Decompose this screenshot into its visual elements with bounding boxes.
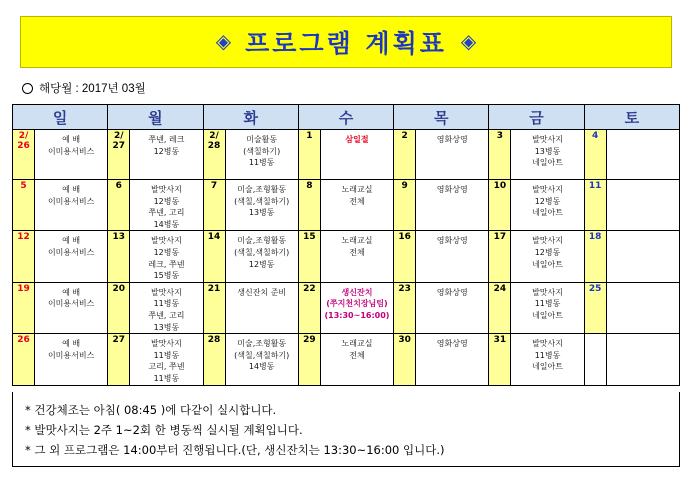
calendar-day-cell xyxy=(298,130,393,180)
calendar-week-row xyxy=(13,130,680,180)
diamond-left-icon: ◈ xyxy=(215,31,232,53)
day-number: 5 xyxy=(13,180,35,230)
calendar-day-cell xyxy=(203,334,298,385)
day-number: 24 xyxy=(489,283,511,333)
day-events: 영화상영 xyxy=(436,287,468,297)
day-events: 미술,조형활동 (색칠,색칠하기) 12병동 xyxy=(234,236,290,269)
weekday-header-fri: 금 xyxy=(489,105,584,130)
day-cell-wrap xyxy=(204,231,298,281)
weekday-header-wed: 수 xyxy=(298,105,393,130)
day-events: 영화상영 xyxy=(436,185,468,194)
calendar-day-cell xyxy=(394,231,489,282)
day-cell-wrap xyxy=(394,180,488,230)
day-events: 예 배 이미용서비스 xyxy=(47,135,95,156)
day-cell-wrap xyxy=(299,334,393,384)
day-events xyxy=(607,231,679,281)
day-number: 7 xyxy=(204,180,226,230)
weekday-header-sat: 토 xyxy=(584,105,679,130)
day-number: 4 xyxy=(585,130,607,179)
month-label-row xyxy=(22,80,680,96)
day-events xyxy=(607,283,679,333)
day-number: 22 xyxy=(299,283,321,333)
day-cell-wrap xyxy=(13,231,107,281)
day-events: 발맛사지 11병동 네일아트 xyxy=(532,287,563,320)
day-cell-wrap xyxy=(108,130,202,179)
day-number: 30 xyxy=(394,334,416,384)
day-number: 18 xyxy=(585,231,607,281)
day-events: 발맛사지 11병동 네일아트 xyxy=(532,339,563,372)
day-number: 25 xyxy=(585,283,607,333)
diamond-right-icon: ◈ xyxy=(460,31,477,53)
day-events: 영화상영 xyxy=(436,339,468,349)
calendar-day-cell xyxy=(394,282,489,333)
day-number: 23 xyxy=(394,283,416,333)
calendar-day-cell xyxy=(489,130,584,180)
day-events xyxy=(607,180,679,230)
calendar-day-cell xyxy=(203,282,298,333)
calendar-day-cell xyxy=(13,180,108,231)
day-number: 10 xyxy=(489,180,511,230)
calendar-day-cell xyxy=(108,231,203,282)
day-cell-wrap xyxy=(585,130,679,179)
day-cell-wrap xyxy=(299,180,393,230)
day-events: 생신잔치 준비 xyxy=(237,287,287,297)
day-number: 20 xyxy=(108,283,130,333)
calendar-day-cell xyxy=(298,334,393,385)
day-number: 1 xyxy=(299,130,321,179)
day-cell-wrap xyxy=(489,283,583,333)
day-events: 발맛사지 12병동 네일아트 xyxy=(532,185,563,218)
calendar-day-cell xyxy=(13,334,108,385)
calendar-day-cell xyxy=(584,180,679,231)
day-cell-wrap xyxy=(108,334,202,384)
calendar-week-row xyxy=(13,180,680,231)
calendar-day-cell xyxy=(584,282,679,333)
calendar-day-cell xyxy=(584,334,679,385)
day-events: 발맛사지 11병동 고리, 쭈넨 11병동 xyxy=(148,339,185,383)
day-cell-wrap xyxy=(299,283,393,333)
day-cell-wrap xyxy=(585,180,679,230)
note-line-2: * 발맛사지는 2주 1~2회 한 병동씩 실시될 계획입니다. xyxy=(25,422,303,437)
day-number: 27 xyxy=(108,334,130,384)
weekday-header-row xyxy=(13,105,680,130)
day-number: 8 xyxy=(299,180,321,230)
day-events xyxy=(607,130,679,179)
calendar-day-cell xyxy=(394,130,489,180)
day-number: 16 xyxy=(394,231,416,281)
day-number: 17 xyxy=(489,231,511,281)
weekday-header-sun: 일 xyxy=(13,105,108,130)
calendar-day-cell xyxy=(203,231,298,282)
calendar-day-cell xyxy=(13,130,108,180)
day-cell-wrap xyxy=(204,180,298,230)
day-events: 미술활동 (색칠하기) 11병동 xyxy=(243,135,281,168)
day-events: 발맛사지 12병동 쭈넨, 고리 14병동 xyxy=(148,185,185,229)
day-cell-wrap xyxy=(13,180,107,230)
day-number: 13 xyxy=(108,231,130,281)
bullet-circle-icon xyxy=(22,83,33,94)
day-cell-wrap xyxy=(489,180,583,230)
day-cell-wrap xyxy=(108,283,202,333)
day-cell-wrap xyxy=(108,231,202,281)
day-number: 3 xyxy=(489,130,511,179)
day-number: 2/ 28 xyxy=(204,130,226,179)
day-number: 26 xyxy=(13,334,35,384)
calendar-day-cell xyxy=(394,334,489,385)
calendar-day-cell xyxy=(13,231,108,282)
day-events: 예 배 이미용서비스 xyxy=(47,339,95,360)
weekday-header-thu: 목 xyxy=(394,105,489,130)
day-number: 14 xyxy=(204,231,226,281)
day-events: 쭈넨, 레크 12병동 xyxy=(148,135,185,156)
day-events: 예 배 이미용서비스 xyxy=(47,236,95,257)
notes-box xyxy=(12,392,680,467)
day-cell-wrap xyxy=(489,130,583,179)
calendar-day-cell xyxy=(108,282,203,333)
day-number: 9 xyxy=(394,180,416,230)
day-cell-wrap xyxy=(489,231,583,281)
day-number: 28 xyxy=(204,334,226,384)
calendar-week-row xyxy=(13,334,680,385)
calendar-week-row xyxy=(13,282,680,333)
month-label: 해당월 : 2017년 03월 xyxy=(39,83,146,95)
day-cell-wrap xyxy=(204,283,298,333)
calendar-day-cell xyxy=(108,334,203,385)
day-number: 11 xyxy=(585,180,607,230)
day-number: 15 xyxy=(299,231,321,281)
day-cell-wrap xyxy=(299,231,393,281)
day-number: 2 xyxy=(394,130,416,179)
day-number: 29 xyxy=(299,334,321,384)
day-events: 노래교실 전체 xyxy=(341,185,373,206)
day-cell-wrap xyxy=(585,283,679,333)
day-cell-wrap xyxy=(13,283,107,333)
day-events: 발맛사지 12병동 네일아트 xyxy=(532,236,563,269)
day-cell-wrap xyxy=(489,334,583,384)
calendar-day-cell xyxy=(203,180,298,231)
day-events: 영화상영 xyxy=(436,236,468,246)
calendar-day-cell xyxy=(489,180,584,231)
day-number: 12 xyxy=(13,231,35,281)
title-banner-inner xyxy=(216,24,477,60)
note-line-1: * 건강체조는 아침( 08:45 )에 다같이 실시합니다. xyxy=(25,402,277,417)
day-number: 21 xyxy=(204,283,226,333)
day-cell-wrap xyxy=(299,130,393,179)
calendar-day-cell xyxy=(13,282,108,333)
weekday-header-tue: 화 xyxy=(203,105,298,130)
calendar-day-cell xyxy=(203,130,298,180)
day-cell-wrap xyxy=(204,130,298,179)
calendar-day-cell xyxy=(584,231,679,282)
day-events: 예 배 이미용서비스 xyxy=(47,185,95,206)
day-events: 미술,조형활동 (색칠,색칠하기) 13병동 xyxy=(234,185,290,218)
day-events: 발맛사지 13병동 네일아트 xyxy=(532,135,563,168)
page-title: 프로그램 계획표 xyxy=(245,29,447,58)
day-events: 생신잔치 (쭈지천치장님팀) (13:30~16:00) xyxy=(324,287,390,320)
day-number: 6 xyxy=(108,180,130,230)
day-cell-wrap xyxy=(394,283,488,333)
calendar-day-cell xyxy=(298,282,393,333)
calendar-day-cell xyxy=(489,282,584,333)
day-cell-wrap xyxy=(394,130,488,179)
day-events: 예 배 이미용서비스 xyxy=(47,287,95,309)
day-cell-wrap xyxy=(204,334,298,384)
calendar-day-cell xyxy=(489,334,584,385)
day-number: 2/ 26 xyxy=(13,130,35,179)
day-events: 영화상영 xyxy=(436,135,468,144)
day-cell-wrap xyxy=(13,334,107,384)
calendar-day-cell xyxy=(584,130,679,180)
day-events: 노래교실 전체 xyxy=(341,236,373,257)
calendar-day-cell xyxy=(298,231,393,282)
day-cell-wrap xyxy=(394,334,488,384)
day-events: 삼일절 xyxy=(345,135,369,144)
day-number xyxy=(585,334,607,384)
day-cell-wrap xyxy=(585,231,679,281)
calendar-day-cell xyxy=(394,180,489,231)
day-number: 2/ 27 xyxy=(108,130,130,179)
calendar-day-cell xyxy=(489,231,584,282)
day-events: 발맛사지 12병동 레크, 쭈넨 15병동 xyxy=(148,236,185,281)
day-cell-wrap xyxy=(13,130,107,179)
calendar-day-cell xyxy=(108,130,203,180)
day-number: 31 xyxy=(489,334,511,384)
calendar-table xyxy=(12,104,680,386)
calendar-day-cell xyxy=(108,180,203,231)
calendar-body xyxy=(13,130,680,386)
day-events: 발맛사지 11병동 쭈넨, 고리 13병동 xyxy=(148,287,185,332)
day-cell-wrap xyxy=(108,180,202,230)
day-cell-wrap xyxy=(394,231,488,281)
day-number: 19 xyxy=(13,283,35,333)
calendar-day-cell xyxy=(298,180,393,231)
note-line-3: * 그 외 프로그램은 14:00부터 진행됩니다.(단, 생신잔치는 13:30~16:00 입니다.) xyxy=(25,442,445,457)
calendar-week-row xyxy=(13,231,680,282)
day-cell-wrap xyxy=(585,334,679,384)
title-banner xyxy=(20,16,672,68)
day-events xyxy=(607,334,679,384)
day-events: 노래교실 전체 xyxy=(341,339,373,360)
day-events: 미술,조형활동 (색칠,색칠하기) 14병동 xyxy=(234,339,290,372)
weekday-header-mon: 월 xyxy=(108,105,203,130)
